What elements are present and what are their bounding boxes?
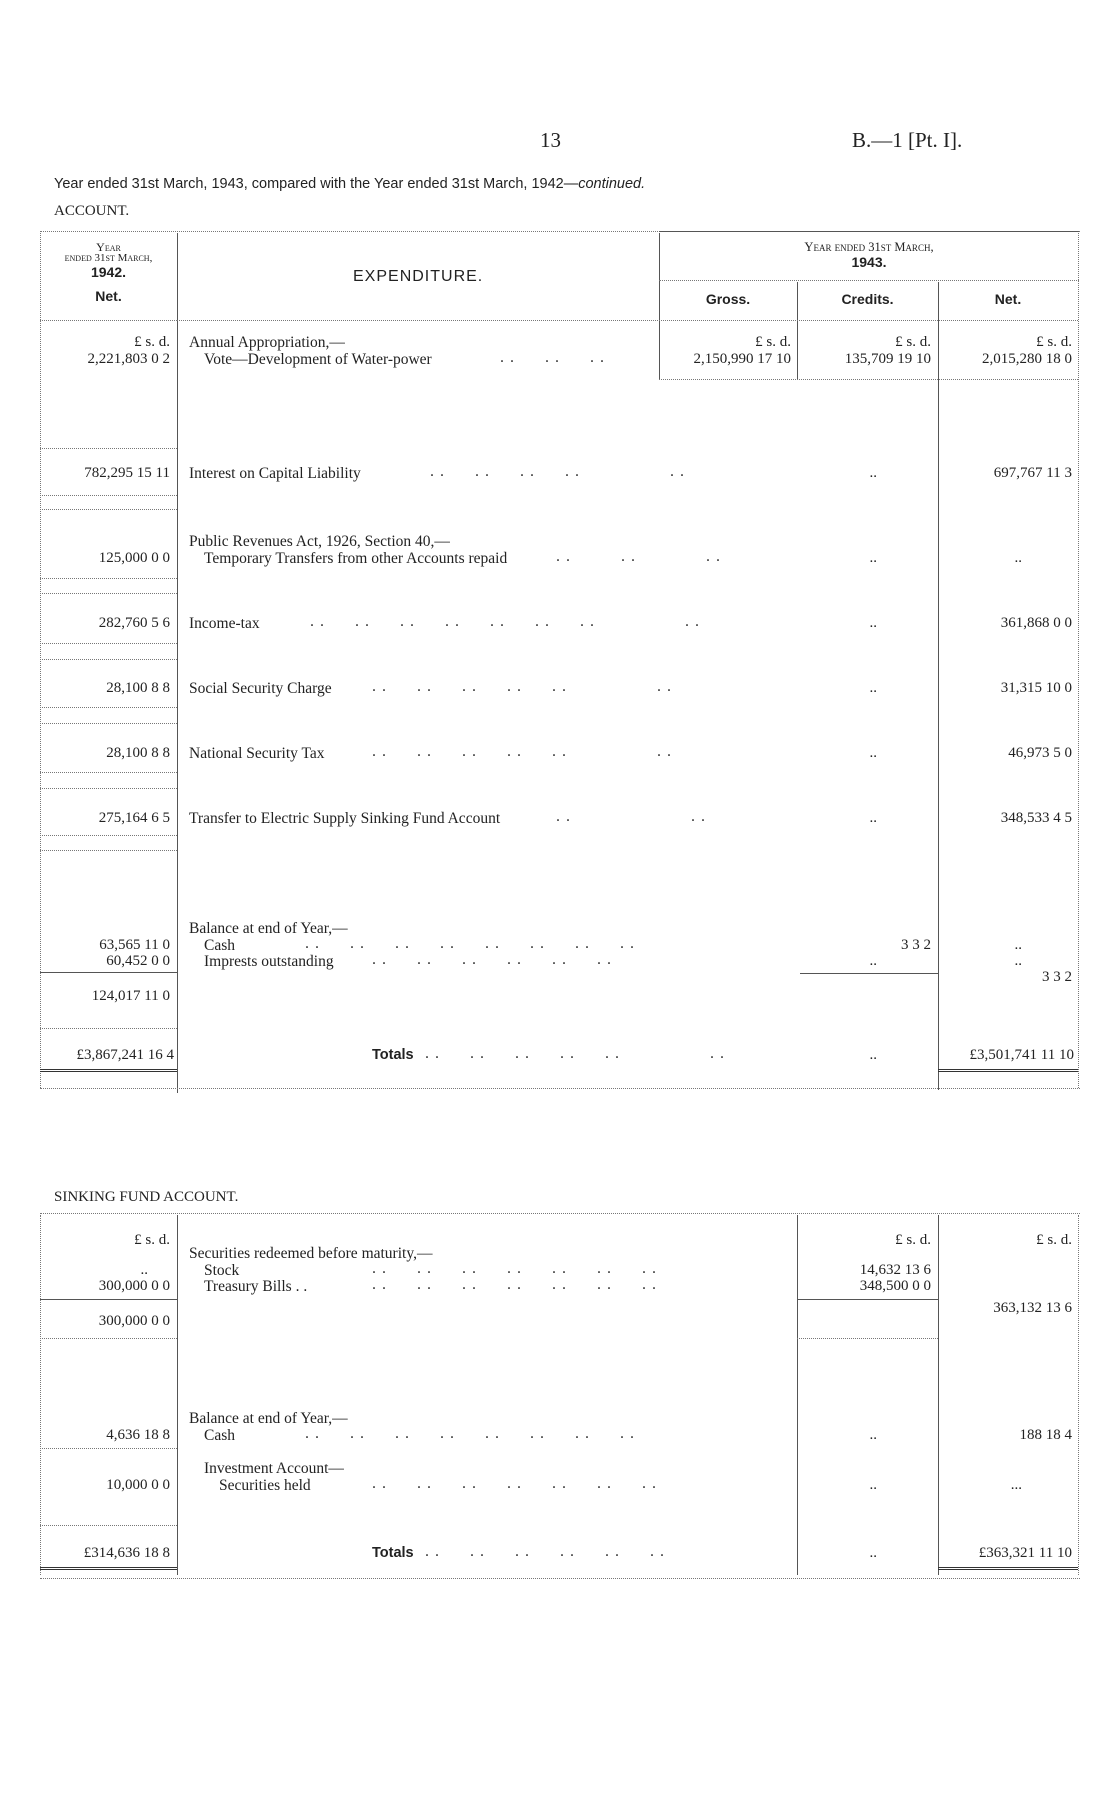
row-label-transfer: Transfer to Electric Supply Sinking Fund Account: [189, 810, 501, 827]
section-title: ACCOUNT.: [54, 203, 130, 219]
leader-dots: . . . .: [556, 808, 706, 825]
prev-stock: ..: [140, 1262, 148, 1278]
leader-dots: . . . . . . . . . . . . . .: [372, 1475, 657, 1492]
currency-head: £ s. d.: [895, 1232, 931, 1248]
currency-head: £ s. d.: [755, 334, 791, 350]
mid-treasury-bills: 348,500 0 0: [859, 1278, 931, 1294]
prev-interest: 782,295 15 11: [84, 465, 170, 481]
credits-annual: 135,709 19 10: [844, 351, 931, 367]
row-label-balance: Balance at end of Year,—: [189, 920, 348, 937]
prev-transfer: 275,164 6 5: [98, 810, 170, 826]
sinking-fund-title: SINKING FUND ACCOUNT.: [54, 1189, 239, 1205]
sf-totals-label: Totals: [372, 1545, 414, 1561]
credits-balance-cash: 3 3 2: [901, 937, 931, 953]
row-label-vote: Vote—Development of Water-power: [204, 351, 432, 368]
prev-public-revenues: 125,000 0 0: [98, 550, 170, 566]
prev-balance-imprests: 60,452 0 0: [106, 953, 170, 969]
prev-sf-balance: 4,636 18 8: [106, 1427, 170, 1443]
credits-transfer: ..: [869, 810, 877, 826]
leader-dots: . . . . . . . . . . . . . . . .: [305, 1425, 635, 1442]
row-label-annual-appropriation: Annual Appropriation,—: [189, 334, 345, 351]
col-credits-head: Credits.: [841, 291, 894, 307]
row-label-temporary-transfers: Temporary Transfers from other Accounts repaid: [204, 550, 508, 567]
row-label-imprests: Imprests outstanding: [204, 953, 334, 970]
prev-income-tax: 282,760 5 6: [98, 615, 170, 631]
totals-label: Totals: [372, 1047, 414, 1063]
net-social-security: 31,315 10 0: [1000, 680, 1072, 696]
credits-totals: ..: [869, 1047, 877, 1063]
net-sf-balance: 188 18 4: [1019, 1427, 1072, 1443]
mid-sf-totals: ..: [869, 1545, 877, 1561]
net-balance-total: 3 3 2: [1042, 969, 1072, 985]
net-interest: 697,767 11 3: [993, 465, 1072, 481]
page-number: 13: [540, 128, 561, 152]
row-label-public-revenues: Public Revenues Act, 1926, Section 40,—: [189, 533, 450, 550]
row-label-income-tax: Income-tax: [189, 615, 260, 632]
row-label-sf-cash: Cash: [204, 1427, 235, 1444]
row-label-investment: Investment Account—: [204, 1460, 344, 1477]
prev-net-head: Net.: [95, 288, 122, 304]
leader-dots: . . . . . . . . . . . . . . . .: [305, 935, 635, 952]
col-gross-head: Gross.: [705, 291, 751, 307]
row-label-securities: Securities redeemed before maturity,—: [189, 1245, 433, 1262]
credits-national-security: ..: [869, 745, 877, 761]
prev-year-head: Year ended 31st March, 1942.: [64, 240, 153, 280]
gross-annual: 2,150,990 17 10: [693, 351, 791, 367]
expenditure-heading: EXPENDITURE.: [353, 268, 484, 285]
col-net-head: Net.: [994, 291, 1022, 307]
prev-securities-total: 300,000 0 0: [98, 1313, 170, 1329]
net-balance-a: ..: [1014, 937, 1022, 953]
leader-dots: . . . . . .: [500, 349, 605, 366]
leader-dots: . . . . . . . . . . . .: [372, 743, 672, 760]
currency-head: £ s. d.: [134, 1232, 170, 1248]
curr-year-head-year: 1943.: [851, 254, 887, 270]
currency-head: £ s. d.: [895, 334, 931, 350]
mid-stock: 14,632 13 6: [859, 1262, 931, 1278]
credits-social-security: ..: [869, 680, 877, 696]
credits-interest: ..: [869, 465, 877, 481]
prev-treasury-bills: 300,000 0 0: [98, 1278, 170, 1294]
prev-annual-appropriation: 2,221,803 0 2: [87, 351, 170, 367]
currency-head: £ s. d.: [1036, 1232, 1072, 1248]
net-transfer: 348,533 4 5: [1000, 810, 1072, 826]
net-investment: ...: [1010, 1477, 1022, 1493]
leader-dots: . . . . . . . . . . . . . .: [372, 1260, 657, 1277]
prev-national-security: 28,100 8 8: [106, 745, 170, 761]
row-label-national-security: National Security Tax: [189, 745, 325, 762]
net-public-revenues: ..: [1014, 550, 1022, 566]
credits-income-tax: ..: [869, 615, 877, 631]
leader-dots: . . . . . . . . . . . .: [425, 1543, 665, 1560]
prev-totals: £3,867,241 16 4: [76, 1047, 174, 1063]
leader-dots: . . . . . . . . . . . . . .: [372, 1276, 657, 1293]
mid-investment: ..: [869, 1477, 877, 1493]
prev-balance-total: 124,017 11 0: [91, 988, 170, 1004]
net-securities: 363,132 13 6: [993, 1300, 1072, 1316]
row-label-interest: Interest on Capital Liability: [189, 465, 361, 482]
row-label-treasury-bills: Treasury Bills . .: [204, 1278, 308, 1295]
prev-investment: 10,000 0 0: [106, 1477, 170, 1493]
document-reference: B.—1 [Pt. I].: [852, 128, 963, 152]
prev-balance-cash: 63,565 11 0: [99, 937, 170, 953]
credits-balance-imprests: ..: [869, 953, 877, 969]
row-label-social-security: Social Security Charge: [189, 680, 332, 697]
net-income-tax: 361,868 0 0: [1000, 615, 1072, 631]
leader-dots: . . . . . . . . . . . .: [425, 1045, 725, 1062]
leader-dots: . . . . . . . . . .: [430, 463, 685, 480]
prev-social-security: 28,100 8 8: [106, 680, 170, 696]
mid-sf-balance: ..: [869, 1427, 877, 1443]
leader-dots: . . . . . . . . . . . .: [372, 951, 612, 968]
row-label-stock: Stock: [204, 1262, 240, 1279]
leader-dots: . . . . . . . . . . . .: [372, 678, 672, 695]
page-subtitle: Year ended 31st March, 1943, compared with the Year ended 31st March, 1942—continued.: [54, 176, 646, 192]
row-label-securities-held: Securities held: [219, 1477, 311, 1494]
row-label-cash: Cash: [204, 937, 235, 954]
net-balance-b: ..: [1014, 953, 1022, 969]
net-totals: £3,501,741 11 10: [969, 1047, 1074, 1063]
currency-head: £ s. d.: [134, 334, 170, 350]
net-annual: 2,015,280 18 0: [982, 351, 1072, 367]
curr-year-head: Year ended 31st March,: [804, 240, 934, 254]
row-label-sf-balance: Balance at end of Year,—: [189, 1410, 348, 1427]
leader-dots: . . . . . .: [556, 548, 721, 565]
leader-dots: . . . . . . . . . . . . . . . .: [310, 613, 700, 630]
currency-head: £ s. d.: [1036, 334, 1072, 350]
net-national-security: 46,973 5 0: [1008, 745, 1072, 761]
net-sf-totals: £363,321 11 10: [978, 1545, 1072, 1561]
prev-sf-totals: £314,636 18 8: [83, 1545, 170, 1561]
credits-public-revenues: ..: [869, 550, 877, 566]
